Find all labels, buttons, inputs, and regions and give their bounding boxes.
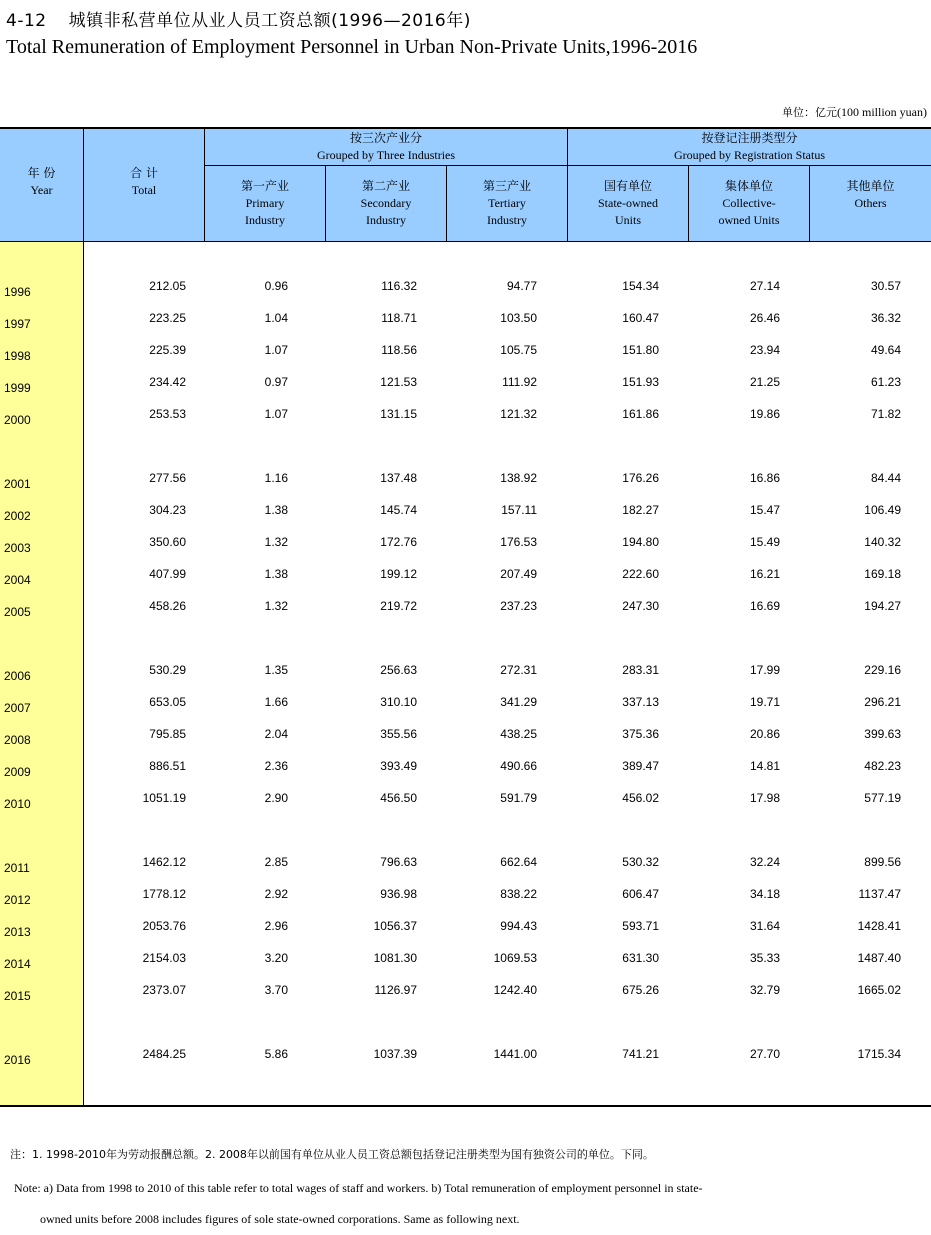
header-primary-en1: Primary	[245, 196, 285, 210]
others-cell: 30.57	[870, 279, 901, 293]
header-total-cn: 合 计	[130, 166, 158, 180]
state-cell: 222.60	[622, 567, 659, 581]
collective-cell: 21.25	[749, 375, 780, 389]
secondary-cell: 219.72	[380, 599, 417, 613]
collective-cell: 35.33	[749, 951, 780, 965]
collective-cell: 20.86	[749, 727, 780, 741]
secondary-cell: 1056.37	[373, 919, 417, 933]
others-cell: 577.19	[864, 791, 901, 805]
state-cell: 337.13	[622, 695, 659, 709]
tertiary-cell: 994.43	[500, 919, 537, 933]
tertiary-cell: 237.23	[500, 599, 537, 613]
state-cell: 176.26	[622, 471, 659, 485]
primary-cell: 2.90	[264, 791, 288, 805]
header-primary-cn: 第一产业	[240, 179, 289, 193]
state-cell: 283.31	[622, 663, 659, 677]
header-total	[84, 165, 204, 199]
table-row	[0, 471, 931, 497]
year-cell: 2012	[4, 893, 31, 907]
primary-cell: 1.32	[264, 599, 288, 613]
secondary-cell: 1037.39	[373, 1047, 417, 1061]
year-cell: 2009	[4, 765, 31, 779]
table-row	[0, 535, 931, 561]
secondary-cell: 1126.97	[374, 983, 417, 997]
header-secondary-cn: 第二产业	[361, 179, 410, 193]
others-cell: 36.32	[870, 311, 901, 325]
table-row	[0, 407, 931, 433]
table-row	[0, 599, 931, 625]
tertiary-cell: 176.53	[500, 535, 537, 549]
secondary-cell: 118.71	[381, 311, 417, 325]
collective-cell: 16.21	[749, 567, 780, 581]
collective-cell: 15.47	[749, 503, 780, 517]
primary-cell: 2.92	[264, 887, 288, 901]
table-row	[0, 983, 931, 1009]
primary-cell: 1.07	[264, 343, 288, 357]
tertiary-cell: 103.50	[500, 311, 537, 325]
header-tertiary-cn: 第三产业	[482, 179, 531, 193]
collective-cell: 27.14	[749, 279, 780, 293]
primary-cell: 3.70	[264, 983, 288, 997]
table-row	[0, 759, 931, 785]
table-row	[0, 279, 931, 305]
table-bottom-border	[0, 1105, 931, 1107]
state-cell: 154.34	[622, 279, 659, 293]
secondary-cell: 137.48	[380, 471, 417, 485]
table-number: 4-12	[6, 11, 47, 31]
total-cell: 530.29	[149, 663, 186, 677]
header-collective-en1: Collective-	[722, 196, 776, 210]
year-cell: 2003	[4, 541, 31, 555]
header-group-registration	[568, 130, 931, 164]
primary-cell: 1.07	[264, 407, 288, 421]
tertiary-cell: 1069.53	[493, 951, 537, 965]
total-cell: 653.05	[149, 695, 186, 709]
title-cn-text: 城镇非私营单位从业人员工资总额(1996—2016年)	[68, 11, 471, 31]
table-row	[0, 951, 931, 977]
others-cell: 1715.34	[857, 1047, 901, 1061]
header-year-cn: 年 份	[27, 166, 56, 180]
total-cell: 253.53	[149, 407, 186, 421]
others-cell: 296.21	[864, 695, 901, 709]
year-cell: 2001	[4, 477, 31, 491]
year-cell: 2016	[4, 1053, 31, 1067]
table-row	[0, 663, 931, 689]
secondary-cell: 116.32	[381, 279, 417, 293]
header-group-industries-en: Grouped by Three Industries	[316, 148, 456, 162]
year-cell: 2006	[4, 669, 31, 683]
tertiary-cell: 272.31	[500, 663, 537, 677]
others-cell: 84.44	[870, 471, 901, 485]
header-secondary-en1: Secondary	[360, 196, 412, 210]
year-cell: 2002	[4, 509, 31, 523]
total-cell: 223.25	[149, 311, 186, 325]
tertiary-cell: 111.92	[502, 375, 537, 389]
header-group-registration-cn: 按登记注册类型分	[701, 131, 798, 145]
header-divider-6	[688, 165, 689, 242]
total-cell: 2053.76	[142, 919, 186, 933]
header-divider-3	[567, 127, 568, 242]
header-divider-7	[809, 165, 810, 242]
collective-cell: 16.69	[749, 599, 780, 613]
header-total-en: Total	[131, 183, 157, 197]
state-cell: 606.47	[622, 887, 659, 901]
table-row	[0, 311, 931, 337]
header-collective-cn: 集体单位	[724, 179, 773, 193]
state-cell: 161.86	[622, 407, 659, 421]
total-cell: 304.23	[149, 503, 186, 517]
year-cell: 2005	[4, 605, 31, 619]
total-cell: 277.56	[149, 471, 186, 485]
table-row	[0, 855, 931, 881]
header-others-en1: Others	[854, 196, 887, 210]
secondary-cell: 456.50	[380, 791, 417, 805]
collective-cell: 17.98	[749, 791, 780, 805]
header-others-cn: 其他单位	[846, 179, 895, 193]
total-cell: 407.99	[149, 567, 186, 581]
table-row	[0, 343, 931, 369]
collective-cell: 17.99	[749, 663, 780, 677]
table-row	[0, 695, 931, 721]
others-cell: 140.32	[864, 535, 901, 549]
total-cell: 795.85	[149, 727, 186, 741]
others-cell: 194.27	[864, 599, 901, 613]
tertiary-cell: 1242.40	[493, 983, 537, 997]
header-primary-en2: Industry	[245, 213, 285, 227]
state-cell: 375.36	[622, 727, 659, 741]
state-cell: 530.32	[622, 855, 659, 869]
secondary-cell: 796.63	[380, 855, 417, 869]
year-cell: 1997	[4, 317, 31, 331]
secondary-cell: 131.15	[380, 407, 417, 421]
total-cell: 234.42	[149, 375, 186, 389]
secondary-cell: 393.49	[380, 759, 417, 773]
others-cell: 49.64	[870, 343, 901, 357]
state-cell: 741.21	[622, 1047, 659, 1061]
others-cell: 399.63	[864, 727, 901, 741]
tertiary-cell: 121.32	[500, 407, 537, 421]
tertiary-cell: 341.29	[500, 695, 537, 709]
primary-cell: 1.38	[264, 567, 288, 581]
others-cell: 169.18	[864, 567, 901, 581]
total-cell: 225.39	[149, 343, 186, 357]
table-row	[0, 919, 931, 945]
note-cn: 注：1. 1998-2010年为劳动报酬总额。2. 2008年以前国有单位从业人员工资总额包括登记注册类型为国有独资公司的单位。下同。	[10, 1148, 654, 1161]
state-cell: 247.30	[622, 599, 659, 613]
header-divider-5	[446, 165, 447, 242]
primary-cell: 2.04	[264, 727, 288, 741]
tertiary-cell: 157.11	[501, 503, 537, 517]
header-tertiary-en2: Industry	[487, 213, 527, 227]
header-secondary	[326, 178, 446, 229]
table-top-border	[0, 127, 931, 129]
tertiary-cell: 662.64	[500, 855, 537, 869]
total-cell: 2484.25	[142, 1047, 186, 1061]
tertiary-cell: 591.79	[500, 791, 537, 805]
header-collective	[689, 178, 809, 229]
primary-cell: 1.35	[264, 663, 288, 677]
secondary-cell: 118.56	[381, 343, 417, 357]
collective-cell: 23.94	[749, 343, 780, 357]
secondary-cell: 121.53	[380, 375, 417, 389]
state-cell: 151.93	[622, 375, 659, 389]
total-cell: 2154.03	[142, 951, 186, 965]
table-row	[0, 503, 931, 529]
collective-cell: 32.79	[749, 983, 780, 997]
total-cell: 1778.12	[142, 887, 186, 901]
total-cell: 1051.19	[142, 791, 186, 805]
header-others	[810, 178, 931, 212]
others-cell: 229.16	[864, 663, 901, 677]
collective-cell: 34.18	[749, 887, 780, 901]
collective-cell: 32.24	[749, 855, 780, 869]
collective-cell: 16.86	[749, 471, 780, 485]
header-bottom-rule	[0, 241, 931, 242]
table-row	[0, 375, 931, 401]
tertiary-cell: 438.25	[500, 727, 537, 741]
year-cell: 1999	[4, 381, 31, 395]
tertiary-cell: 207.49	[500, 567, 537, 581]
year-cell: 2014	[4, 957, 31, 971]
header-secondary-en2: Industry	[366, 213, 406, 227]
year-cell: 2015	[4, 989, 31, 1003]
others-cell: 899.56	[864, 855, 901, 869]
header-group-industries-cn: 按三次产业分	[349, 131, 422, 145]
unit-cn: 单位：亿元	[782, 106, 837, 119]
page-title-en: Total Remuneration of Employment Personnel in Urban Non-Private Units,1996-2016	[6, 36, 698, 58]
collective-cell: 19.86	[749, 407, 780, 421]
total-cell: 886.51	[149, 759, 186, 773]
primary-cell: 1.32	[264, 535, 288, 549]
table-row	[0, 727, 931, 753]
collective-cell: 27.70	[749, 1047, 780, 1061]
primary-cell: 1.38	[264, 503, 288, 517]
primary-cell: 0.97	[264, 375, 288, 389]
header-year	[0, 165, 83, 199]
header-divider-4	[325, 165, 326, 242]
year-cell: 2011	[4, 861, 30, 875]
others-cell: 1137.47	[858, 887, 901, 901]
tertiary-cell: 105.75	[500, 343, 537, 357]
header-mid-rule	[205, 165, 931, 166]
total-cell: 2373.07	[142, 983, 186, 997]
secondary-cell: 145.74	[380, 503, 417, 517]
tertiary-cell: 1441.00	[493, 1047, 537, 1061]
secondary-cell: 936.98	[380, 887, 417, 901]
header-collective-en2: owned Units	[718, 213, 780, 227]
tertiary-cell: 94.77	[506, 279, 537, 293]
page-title-cn	[6, 6, 471, 31]
others-cell: 1428.41	[857, 919, 901, 933]
primary-cell: 1.04	[264, 311, 288, 325]
tertiary-cell: 838.22	[500, 887, 537, 901]
secondary-cell: 172.76	[380, 535, 417, 549]
secondary-cell: 256.63	[380, 663, 417, 677]
state-cell: 456.02	[622, 791, 659, 805]
header-divider-1	[83, 127, 84, 242]
note-en-line2: owned units before 2008 includes figures of sole state-owned corporations. Same as following next.	[40, 1212, 520, 1226]
others-cell: 1487.40	[857, 951, 901, 965]
note-en-line1: Note: a) Data from 1998 to 2010 of this table refer to total wages of staff and workers. b) Total remuneration of employment personnel in state-	[14, 1181, 703, 1195]
state-cell: 389.47	[622, 759, 659, 773]
header-divider-2	[204, 127, 205, 242]
others-cell: 61.23	[870, 375, 901, 389]
primary-cell: 1.16	[264, 471, 288, 485]
state-cell: 182.27	[622, 503, 659, 517]
secondary-cell: 1081.30	[373, 951, 417, 965]
year-cell: 2010	[4, 797, 31, 811]
primary-cell: 3.20	[264, 951, 288, 965]
state-cell: 593.71	[622, 919, 659, 933]
total-cell: 212.05	[149, 279, 186, 293]
table-row	[0, 1047, 931, 1073]
year-cell: 2008	[4, 733, 31, 747]
year-cell: 1998	[4, 349, 31, 363]
primary-cell: 2.85	[264, 855, 288, 869]
header-tertiary-en1: Tertiary	[488, 196, 526, 210]
collective-cell: 31.64	[749, 919, 780, 933]
tertiary-cell: 138.92	[500, 471, 537, 485]
year-cell: 2007	[4, 701, 31, 715]
state-cell: 151.80	[622, 343, 659, 357]
header-state-cn: 国有单位	[603, 179, 652, 193]
primary-cell: 0.96	[264, 279, 288, 293]
collective-cell: 15.49	[749, 535, 780, 549]
data-table	[0, 127, 931, 1107]
secondary-cell: 310.10	[380, 695, 417, 709]
total-cell: 1462.12	[142, 855, 186, 869]
others-cell: 71.82	[870, 407, 901, 421]
year-cell: 1996	[4, 285, 31, 299]
header-state-en1: State-owned	[598, 196, 658, 210]
tertiary-cell: 490.66	[500, 759, 537, 773]
table-row	[0, 567, 931, 593]
header-state-en2: Units	[614, 213, 641, 227]
header-tertiary	[447, 178, 567, 229]
year-cell: 2000	[4, 413, 31, 427]
primary-cell: 1.66	[264, 695, 288, 709]
primary-cell: 2.36	[264, 759, 288, 773]
table-row	[0, 791, 931, 817]
secondary-cell: 355.56	[380, 727, 417, 741]
header-group-registration-en: Grouped by Registration Status	[674, 148, 825, 162]
others-cell: 1665.02	[857, 983, 901, 997]
total-cell: 350.60	[149, 535, 186, 549]
others-cell: 482.23	[864, 759, 901, 773]
unit-label	[782, 104, 927, 120]
year-cell: 2013	[4, 925, 31, 939]
table-row	[0, 887, 931, 913]
primary-cell: 5.86	[264, 1047, 288, 1061]
collective-cell: 26.46	[749, 311, 780, 325]
collective-cell: 19.71	[749, 695, 780, 709]
header-year-en: Year	[30, 183, 53, 197]
year-cell: 2004	[4, 573, 31, 587]
others-cell: 106.49	[864, 503, 901, 517]
state-cell: 194.80	[622, 535, 659, 549]
total-cell: 458.26	[149, 599, 186, 613]
header-group-industries	[205, 130, 567, 164]
primary-cell: 2.96	[264, 919, 288, 933]
secondary-cell: 199.12	[380, 567, 417, 581]
state-cell: 160.47	[622, 311, 659, 325]
collective-cell: 14.81	[749, 759, 780, 773]
header-state-owned	[568, 178, 688, 229]
unit-en: (100 million yuan)	[837, 105, 927, 119]
state-cell: 631.30	[622, 951, 659, 965]
state-cell: 675.26	[622, 983, 659, 997]
header-primary	[205, 178, 325, 229]
